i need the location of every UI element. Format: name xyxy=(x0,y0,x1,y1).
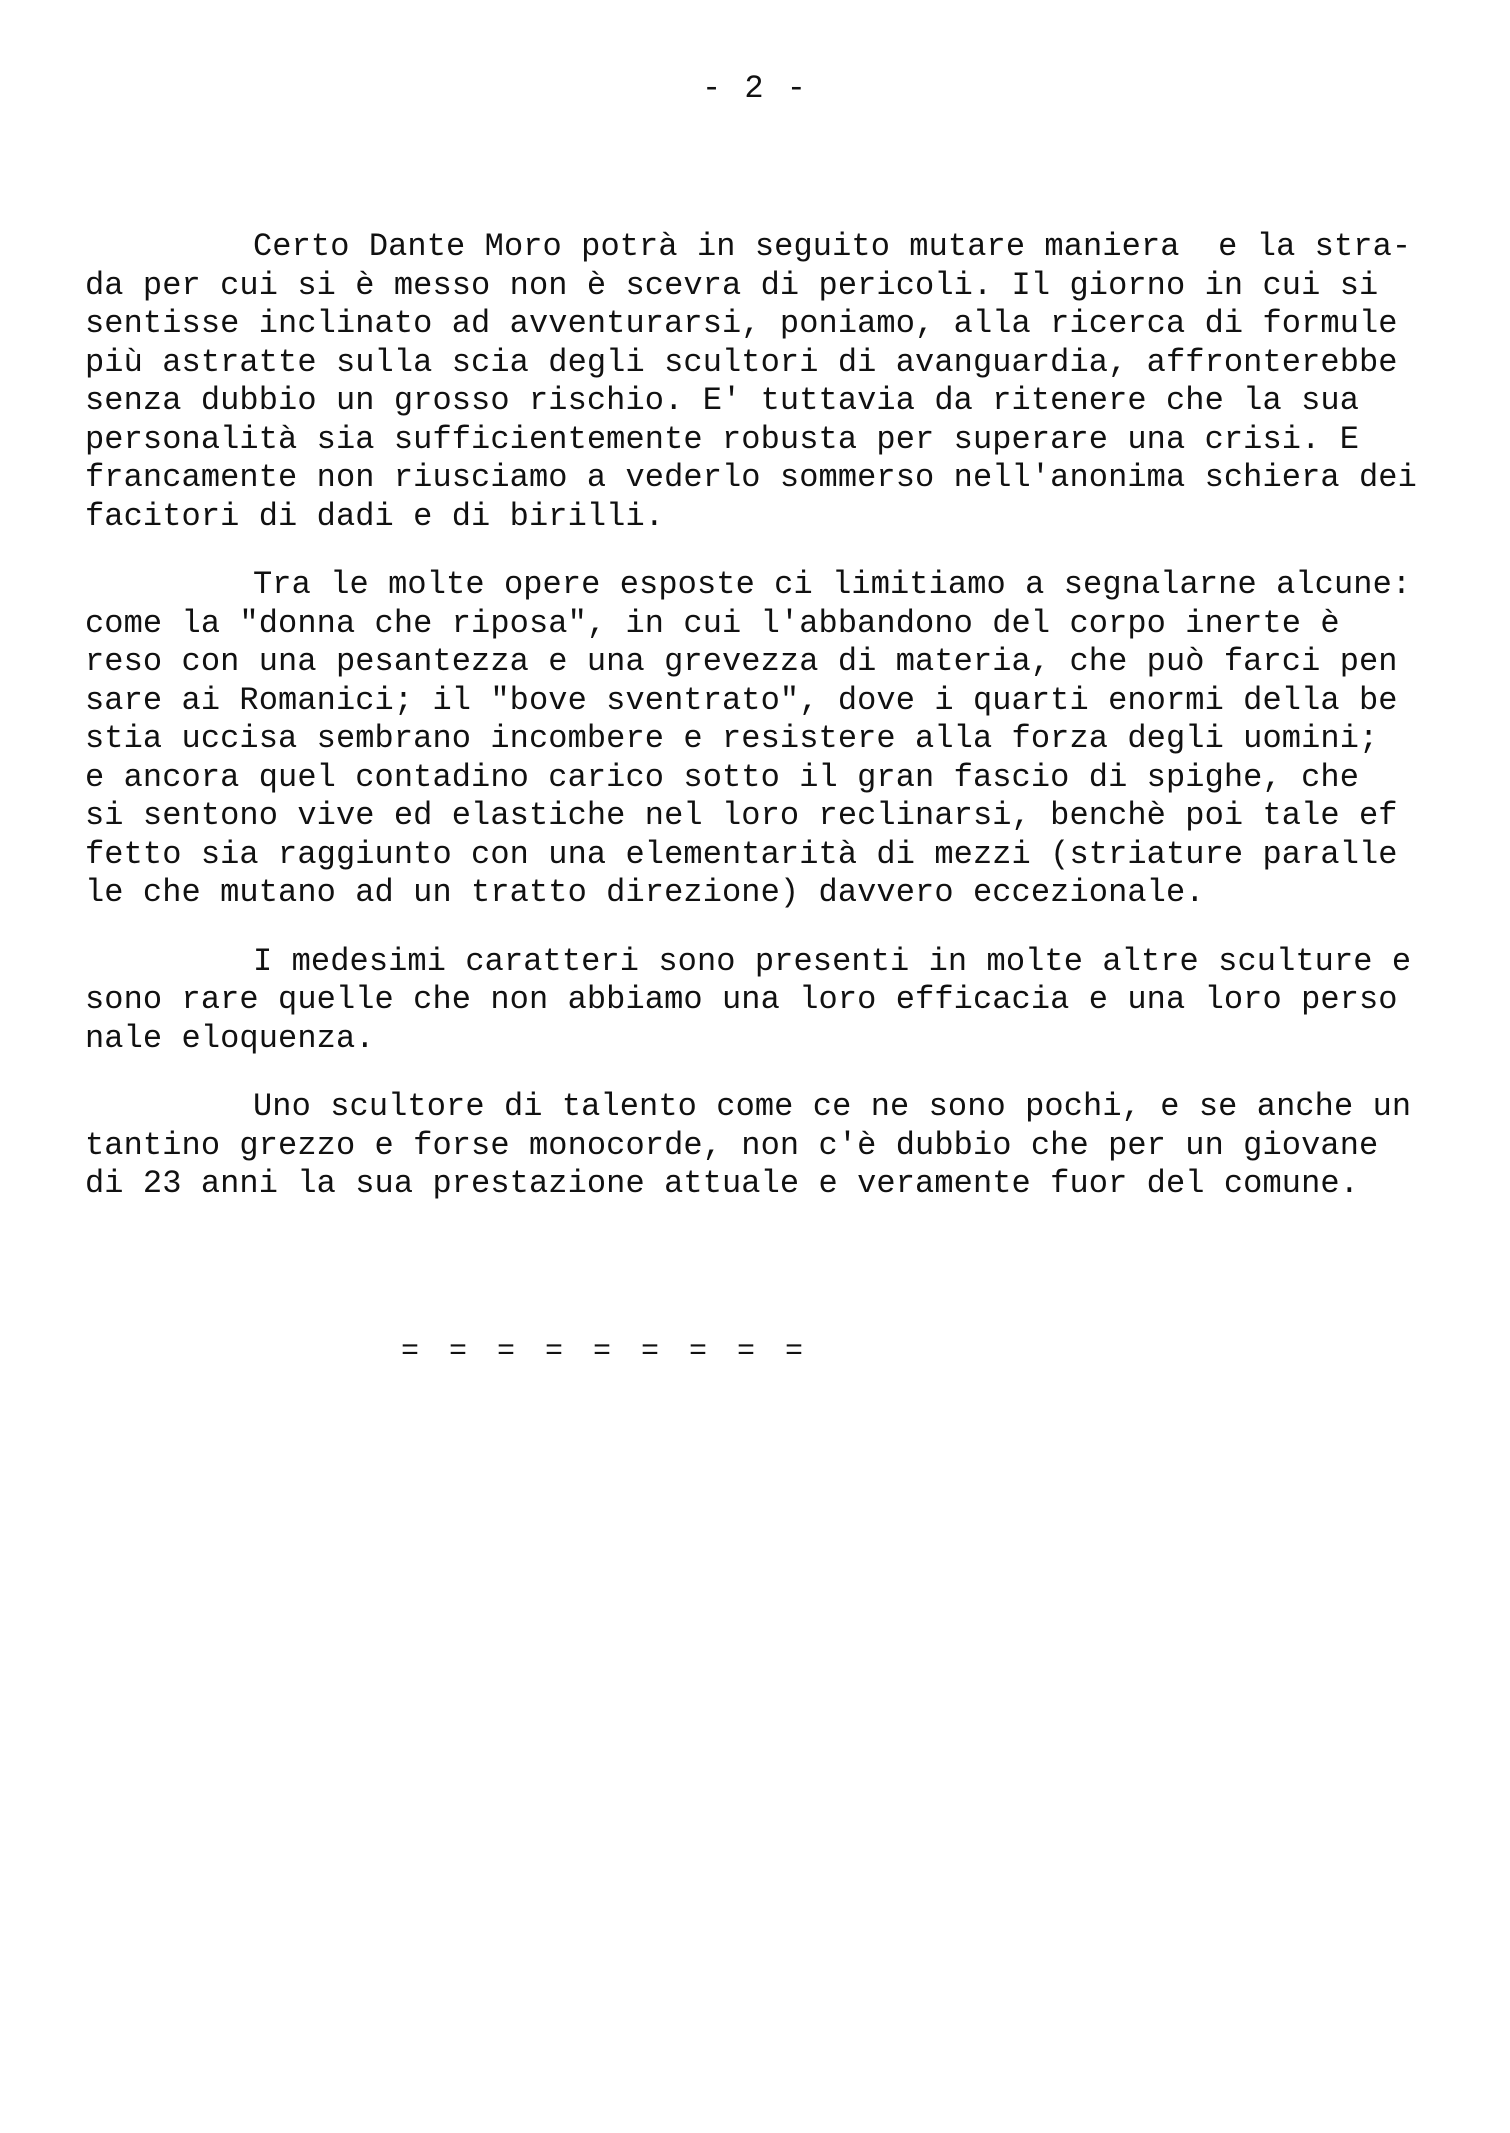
text-line: fetto sia raggiunto con una elementarità di mezzi (striature paralle xyxy=(85,835,1398,873)
text-line: sono rare quelle che non abbiamo una loro efficacia e una loro perso xyxy=(85,981,1398,1018)
text-line: Certo Dante Moro potrà in seguito mutare maniera e la stra- xyxy=(253,228,1412,265)
text-line: facitori di dadi e di birilli. xyxy=(85,497,665,535)
page-number: - 2 - xyxy=(701,70,808,107)
text-line: Uno scultore di talento come ce ne sono pochi, e se anche un xyxy=(253,1088,1412,1125)
separator-text: = = = = = = = = = xyxy=(400,1335,810,1369)
text-line: tantino grezzo e forse monocorde, non c'è dubbio che per un giovane xyxy=(85,1126,1379,1164)
paragraph-3 xyxy=(85,943,1505,1059)
body-text xyxy=(85,228,1505,1234)
text-line: le che mutano ad un tratto direzione) davvero eccezionale. xyxy=(85,874,1205,911)
section-separator xyxy=(0,1335,1510,1369)
text-line: stia uccisa sembrano incombere e resistere alla forza degli uomini; xyxy=(85,720,1379,757)
text-line: Tra le molte opere esposte ci limitiamo a segnalarne alcune: xyxy=(253,566,1412,603)
text-line: reso con una pesantezza e una grevezza di materia, che può farci pen xyxy=(85,643,1398,680)
text-line: come la "donna che riposa", in cui l'abbandono del corpo inerte è xyxy=(85,604,1340,642)
text-line: sare ai Romanici; il "bove sventrato", dove i quarti enormi della be xyxy=(85,681,1398,719)
text-line: francamente non riusciamo a vederlo sommerso nell'anonima schiera dei xyxy=(85,459,1417,496)
text-line: personalità sia sufficientemente robusta per superare una crisi. E xyxy=(85,420,1360,458)
text-line: sentisse inclinato ad avventurarsi, poniamo, alla ricerca di formule xyxy=(85,305,1398,342)
text-line: di 23 anni la sua prestazione attuale e veramente fuor del comune. xyxy=(85,1165,1360,1202)
text-line: senza dubbio un grosso rischio. E' tuttavia da ritenere che la sua xyxy=(85,382,1360,419)
text-line: da per cui si è messo non è scevra di pericoli. Il giorno in cui si xyxy=(85,266,1379,304)
text-line: si sentono vive ed elastiche nel loro reclinarsi, benchè poi tale ef xyxy=(85,797,1398,834)
text-line: nale eloquenza. xyxy=(85,1019,375,1057)
text-line: più astratte sulla scia degli scultori di avanguardia, affronterebbe xyxy=(85,343,1398,381)
text-line: e ancora quel contadino carico sotto il gran fascio di spighe, che xyxy=(85,758,1360,796)
paragraph-2 xyxy=(85,566,1505,913)
paragraph-4 xyxy=(85,1088,1505,1204)
paragraph-1 xyxy=(85,228,1505,536)
text-line: I medesimi caratteri sono presenti in molte altre sculture e xyxy=(253,942,1412,980)
